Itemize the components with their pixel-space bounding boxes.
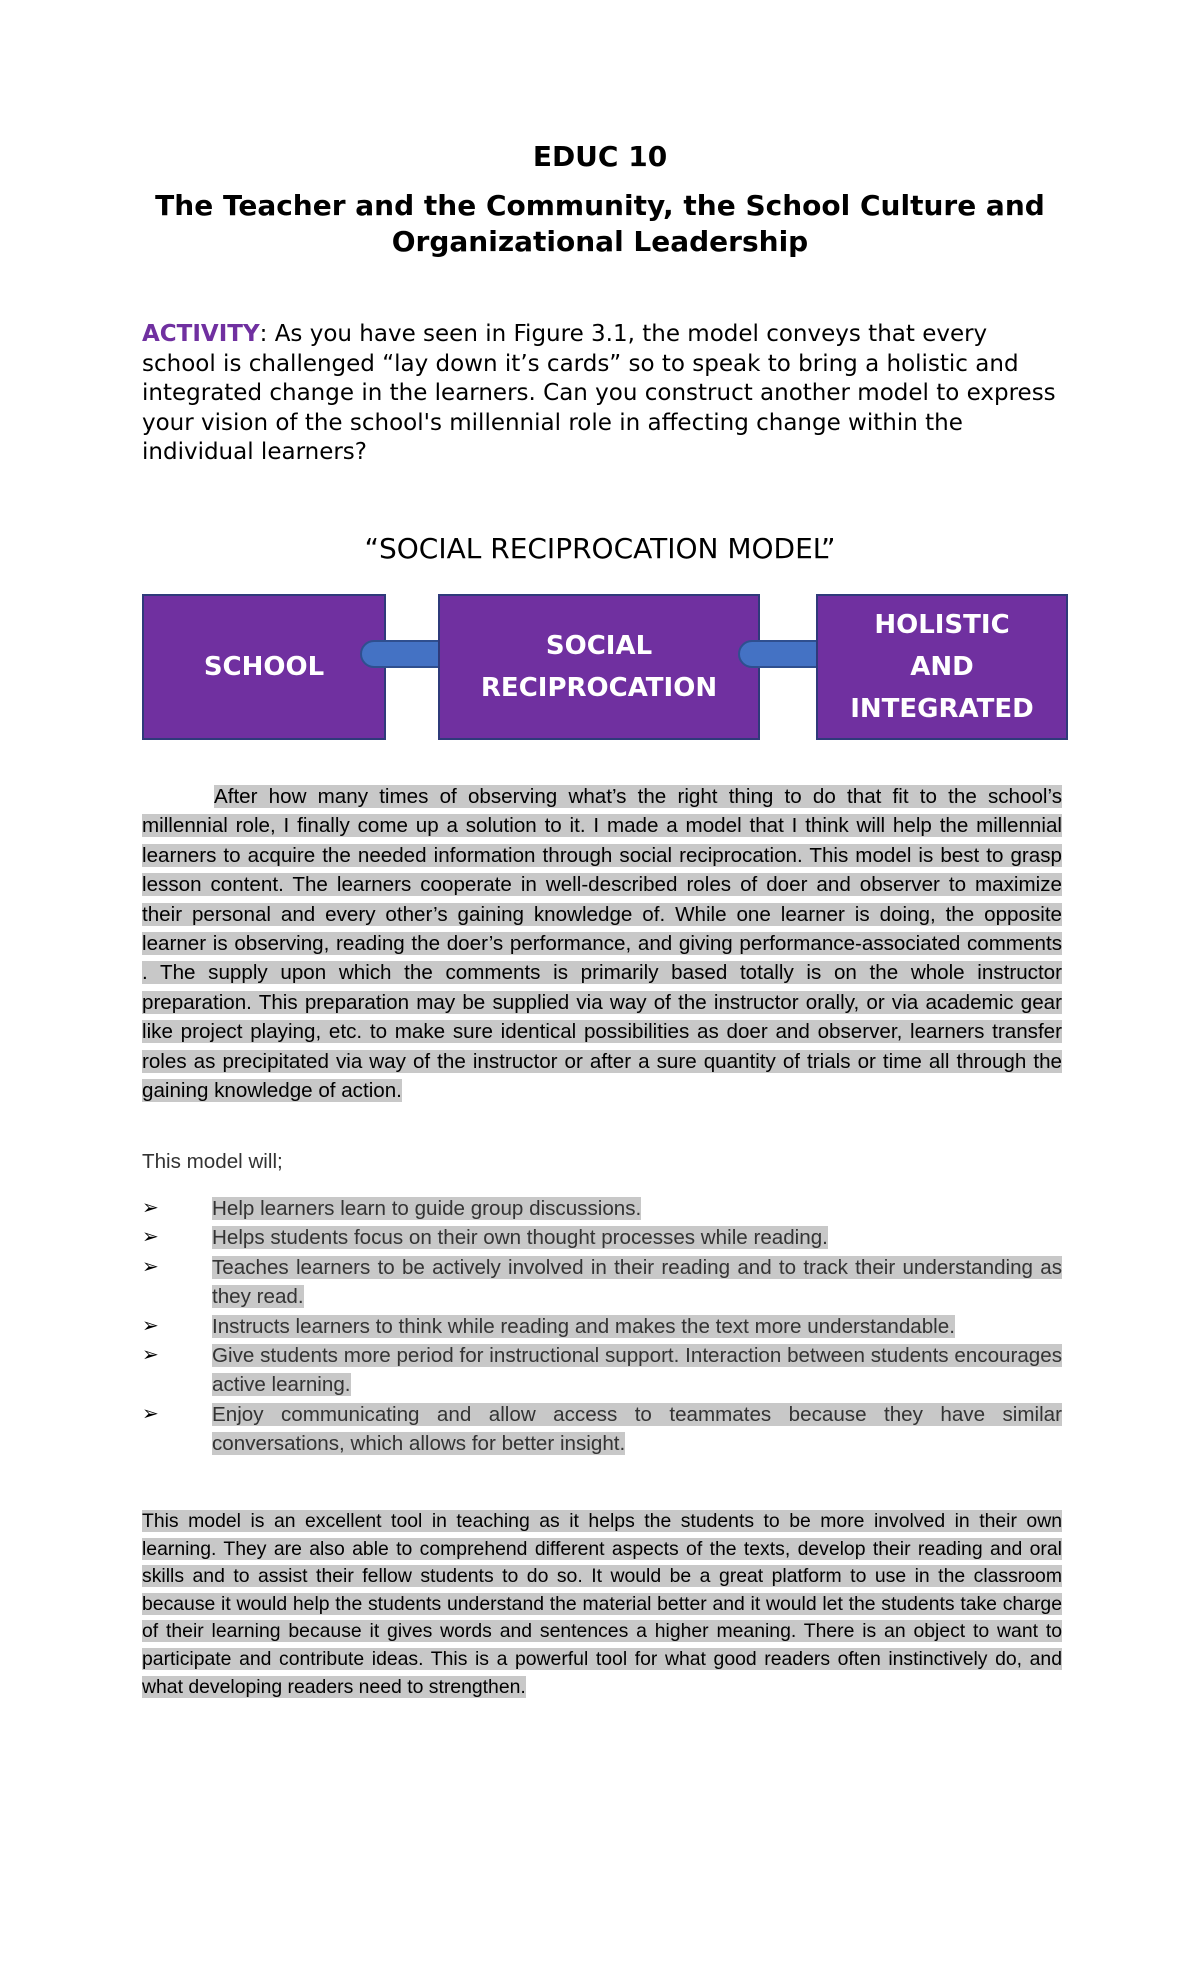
model-box-school-label: SCHOOL (203, 652, 325, 682)
arrow-bullet-icon: ➢ (142, 1344, 159, 1367)
list-item: ➢ Help learners learn to guide group discussions. (142, 1194, 1062, 1223)
activity-label: ACTIVITY (142, 321, 260, 347)
arrow-bullet-icon: ➢ (142, 1226, 159, 1249)
model-title: “SOCIAL RECIPROCATION MODEL” (364, 532, 836, 565)
benefits-list (142, 1194, 1062, 1459)
conclusion-paragraph (142, 1508, 1062, 1701)
activity-prompt (142, 320, 1062, 468)
list-item: ➢ Instructs learners to think while reading and makes the text more understandable. (142, 1312, 1062, 1341)
list-item: ➢ Enjoy communicating and allow access to teammates because they have similar conversations, which allows for better insight. (142, 1400, 1062, 1459)
conclusion-paragraph-text: This model is an excellent tool in teaching as it helps the students to be more involved in their own learning. They are also able to comprehend different aspects of the texts, develop their reading and oral skills and to assist their fellow students to do so. It would be a great platform to use in the classroom because it would help the students understand the material better and it would let the students take charge of their learning because it gives words and sentences a higher meaning. There is an object to want to participate and contribute ideas. This is a powerful tool for what good readers often instinctively do, and what developing readers need to strengthen. (142, 1510, 1062, 1698)
list-item: ➢ Teaches learners to be actively involved in their reading and to track their understanding as they read. (142, 1253, 1062, 1312)
arrow-bullet-icon: ➢ (142, 1197, 159, 1219)
course-title: The Teacher and the Community, the School Culture and Organizational Leadership (155, 189, 1045, 258)
course-code: EDUC 10 (532, 140, 668, 173)
list-item: ➢ Helps students focus on their own thought processes while reading. (142, 1223, 1062, 1252)
model-box-social-reciprocation-label: SOCIAL RECIPROCATION (480, 631, 718, 703)
model-box-holistic-integrated-label: HOLISTIC AND INTEGRATED (850, 610, 1034, 724)
explanation-paragraph-text: After how many times of observing what’s the right thing to do that fit to the school’s millennial role, I finally come up a solution to it. I made a model that I think will help the millennial learners to acquire the needed information through social reciprocation. This model is best to grasp lesson content. The learners cooperate in well-described roles of doer and observer to maximize their personal and every other’s gaining knowledge of. While one learner is doing, the opposite learner is observing, reading the doer’s performance, and giving performance-associated comments . The supply upon which the comments is primarily based totally is on the whole instructor preparation. This preparation may be supplied via way of the instructor orally, or via academic gear like project playing, etc. to make sure identical possibilities as doer and observer, learners transfer roles as precipitated via way of the instructor or after a sure quantity of trials or time all through the gaining knowledge of action. (142, 785, 1062, 1103)
explanation-paragraph (142, 782, 1062, 1105)
arrow-bullet-icon: ➢ (142, 1314, 159, 1337)
arrow-bullet-icon: ➢ (142, 1402, 159, 1425)
list-intro: This model will; (142, 1150, 283, 1173)
model-box-holistic-integrated (816, 594, 1068, 740)
model-box-school (142, 594, 386, 740)
list-item: ➢ Give students more period for instructional support. Interaction between students encourages active learning. (142, 1341, 1062, 1400)
arrow-bullet-icon: ➢ (142, 1255, 159, 1278)
activity-text: : As you have seen in Figure 3.1, the model conveys that every school is challenged “lay down it’s cards” so to speak to bring a holistic and integrated change in the learners. Can you construct another model to express your vision of the school's millennial role in affecting change within the individual learners? (142, 321, 1056, 465)
model-box-social-reciprocation (438, 594, 760, 740)
